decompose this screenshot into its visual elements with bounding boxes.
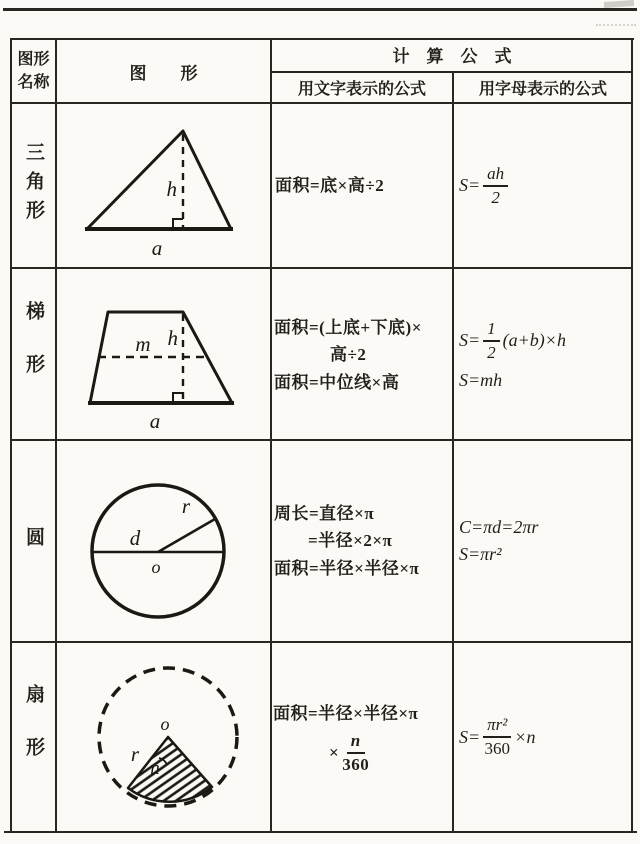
scan-artifact [604,0,634,8]
formula-line: 面积=半径×半径×π [273,704,419,724]
formula-line: 面积=(上底+下底)× [274,317,422,337]
sector-figure [55,642,270,832]
formula-line: S=πr² [459,544,502,564]
circle-center-label: o [151,557,161,577]
formula-line [459,320,566,362]
sector-letter-formula [459,643,631,831]
col-divider-2 [270,38,272,833]
fraction: $\frac{ah}{2}$ [483,165,508,207]
formula-line [459,165,511,207]
letter-suffix: (a+b)×h [502,330,566,350]
scan-artifact [596,24,636,26]
trapezoid-base-label: a [149,409,161,433]
letter-prefix: S= [459,726,481,747]
formula-line: 周长=直径×π [274,503,375,523]
formula-line: 高÷2 [330,345,367,365]
header-shape-name [12,40,55,102]
formula-line: 面积=底×高÷2 [275,175,385,195]
row-sector-name: 扇形 [23,684,44,790]
sector-text-formula [273,643,452,831]
circle-diameter-label: d [129,526,141,550]
sector-angle-label: n [150,758,160,779]
triangle-text-formula [275,104,451,267]
times-sign: × [329,743,340,762]
row-triangle-name: 三角形 [23,142,44,229]
header-figure: 图 形 [129,63,198,83]
letter-suffix: ×n [514,726,536,747]
fraction: $\frac{1}{2}$ [483,320,500,362]
circle-figure [55,440,270,641]
header-shape-name-line1: 图形 [17,50,50,68]
row-circle-name: 圆 [23,526,44,556]
col-divider-3 [452,71,454,833]
header-shape-name-line2: 名称 [17,74,50,91]
circle-radius-label: r [181,494,191,518]
formula-line: C=πd=2πr [459,517,539,537]
top-rule [3,8,637,11]
header-letter-formula: 用字母表示的公式 [478,81,607,98]
circle-text-formula [274,441,452,641]
sector-center-label: o [160,714,170,734]
table-border-right [631,38,633,833]
header-formula: 计 算 公 式 [392,47,512,66]
formula-line: =半径×2×π [308,531,393,551]
trapezoid-letter-formula [459,274,631,440]
formula-line: 面积=半径×半径×π [274,558,420,578]
letter-prefix: S= [459,175,481,195]
trapezoid-height-label: h [167,326,178,350]
formula-line: S=mh [459,370,503,391]
trapezoid-midline-label: m [135,332,151,356]
triangle-base-label: a [151,236,163,260]
row-trapezoid-name: 梯形 [23,301,44,407]
formula-line: 面积=中位线×高 [274,372,400,392]
circle-letter-formula [459,441,631,641]
sector-radius-label: r [130,742,140,766]
fraction: $\frac{n}{360}$ [342,730,370,774]
trapezoid-figure [55,268,270,439]
triangle-height-label: h [166,177,177,201]
letter-prefix: S= [459,330,481,350]
triangle-figure [55,103,270,267]
formula-line [459,716,536,758]
triangle-letter-formula [459,104,631,267]
formula-line [273,732,372,774]
fraction: $\frac{\text{πr²}}{360}$ [484,715,511,758]
header-text-formula: 用文字表示的公式 [297,81,426,98]
trapezoid-text-formula [274,272,452,438]
